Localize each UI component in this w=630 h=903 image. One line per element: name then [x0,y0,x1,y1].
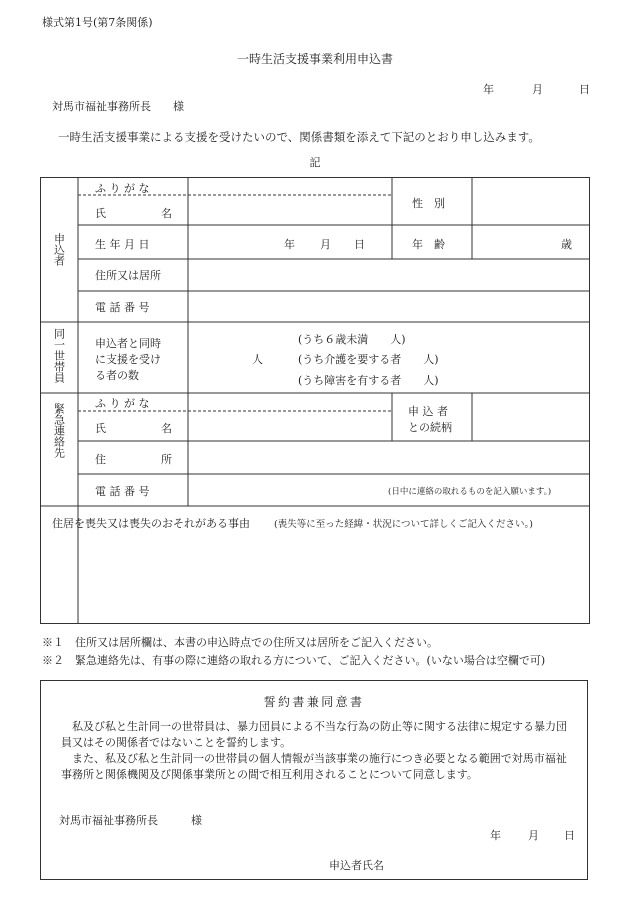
pledge-date-day: 日 [564,829,575,842]
emergency-address-input[interactable] [190,443,588,472]
dob-month-label: 月 [320,238,331,251]
disability-count: (うち障害を有する者 人) [298,374,439,387]
date-month-label: 月 [532,83,543,96]
emergency-group-text: 緊急連絡先 [52,403,66,458]
age-label: 年 齢 [412,238,445,251]
dob-day-label: 日 [354,238,365,251]
reason-label: 住居を喪失又は喪失のおそれがある事由 [52,517,250,530]
name-input[interactable] [190,197,390,223]
signature-label: 申込者氏名 [329,859,384,872]
furigana-label: ふ り が な [95,182,150,195]
intro-text: 一時生活支援事業による支援を受けたいので、関係書類を添えて下記のとおり申し込みます。 [58,130,540,144]
phone-label: 電 話 番 号 [95,301,150,314]
emergency-name-input[interactable] [190,413,390,439]
note-2: ※２ 緊急連絡先は、有事の際に連絡の取れる方について、ご記入ください。(いない場合は空欄で可) [42,654,546,667]
pledge-paragraph-2: また、私及び私と生計同一の世帯員の個人情報が当該事業の施行につき必要となる範囲で対馬市福祉事務所と関係機関及び関係事業所との間で相互利用されることについて同意します。 [61,752,567,781]
pledge-date-month: 月 [528,829,539,842]
household-group-label [40,328,78,386]
signature-input[interactable] [391,853,571,873]
pledge-addressee: 対馬市福祉事務所長 様 [59,814,202,827]
relation-label-line2: との続柄 [408,421,452,434]
emergency-phone-note: (日中に連絡の取れるものを記入願います。) [388,487,552,497]
emergency-phone-label: 電 話 番 号 [95,485,150,498]
pledge-paragraph-1: 私及び私と生計同一の世帯員は、暴力団員による不当な行為の防止等に関する法律に規定する暴力団員又はその関係者ではないことを誓約します。 [61,720,567,749]
age-unit: 歳 [561,238,572,251]
pledge-date-year: 年 [490,829,501,842]
furigana-input[interactable] [190,178,390,193]
persons-unit: 人 [252,353,263,366]
date-year-label: 年 [483,83,494,96]
reason-input[interactable] [44,533,586,621]
name-label: 氏 名 [95,207,172,220]
dob-year-label: 年 [284,238,295,251]
household-desc-line1: 申込者と同時 [95,337,161,350]
date-day-label: 日 [579,83,590,96]
applicant-group-text: 申込者 [52,233,66,266]
pledge-box [40,680,588,880]
household-desc-line3: る者の数 [95,369,139,382]
dob-label: 生 年 月 日 [95,238,150,251]
ki-marker: 記 [309,156,321,169]
emergency-furigana-input[interactable] [190,395,390,409]
relation-input[interactable] [474,395,588,439]
applicant-group-label [40,233,78,269]
relation-label-line1: 申 込 者 [408,405,448,418]
addressee: 対馬市福祉事務所長 様 [52,100,184,113]
phone-input[interactable] [190,293,588,320]
application-table [40,177,590,624]
pledge-title: 誓約書兼同意書 [263,695,365,709]
household-desc-line2: に支援を受け [95,353,161,366]
reason-note: (喪失等に至った経緯・状況について詳しくご記入ください。) [274,519,533,530]
household-group-text: 同一世帯員 [52,328,66,383]
gender-input[interactable] [474,178,588,224]
form-title: 一時生活支援事業利用申込書 [236,52,393,66]
emergency-furigana-label: ふ り が な [95,397,150,410]
note-1: ※１ 住所又は居所欄は、本書の申込時点での住所又は居所をご記入ください。 [42,636,438,649]
address-label: 住所又は居所 [95,269,161,282]
address-input[interactable] [190,261,588,289]
emergency-group-label [40,403,78,461]
emergency-name-label: 氏 名 [95,422,172,435]
emergency-address-label: 住 所 [95,453,172,466]
care-count: (うち介護を要する者 人) [298,353,439,366]
gender-label: 性 別 [412,197,445,210]
form-number: 様式第1号(第7条関係) [42,16,153,29]
under6-count: (うち６歳未満 人) [298,333,406,346]
